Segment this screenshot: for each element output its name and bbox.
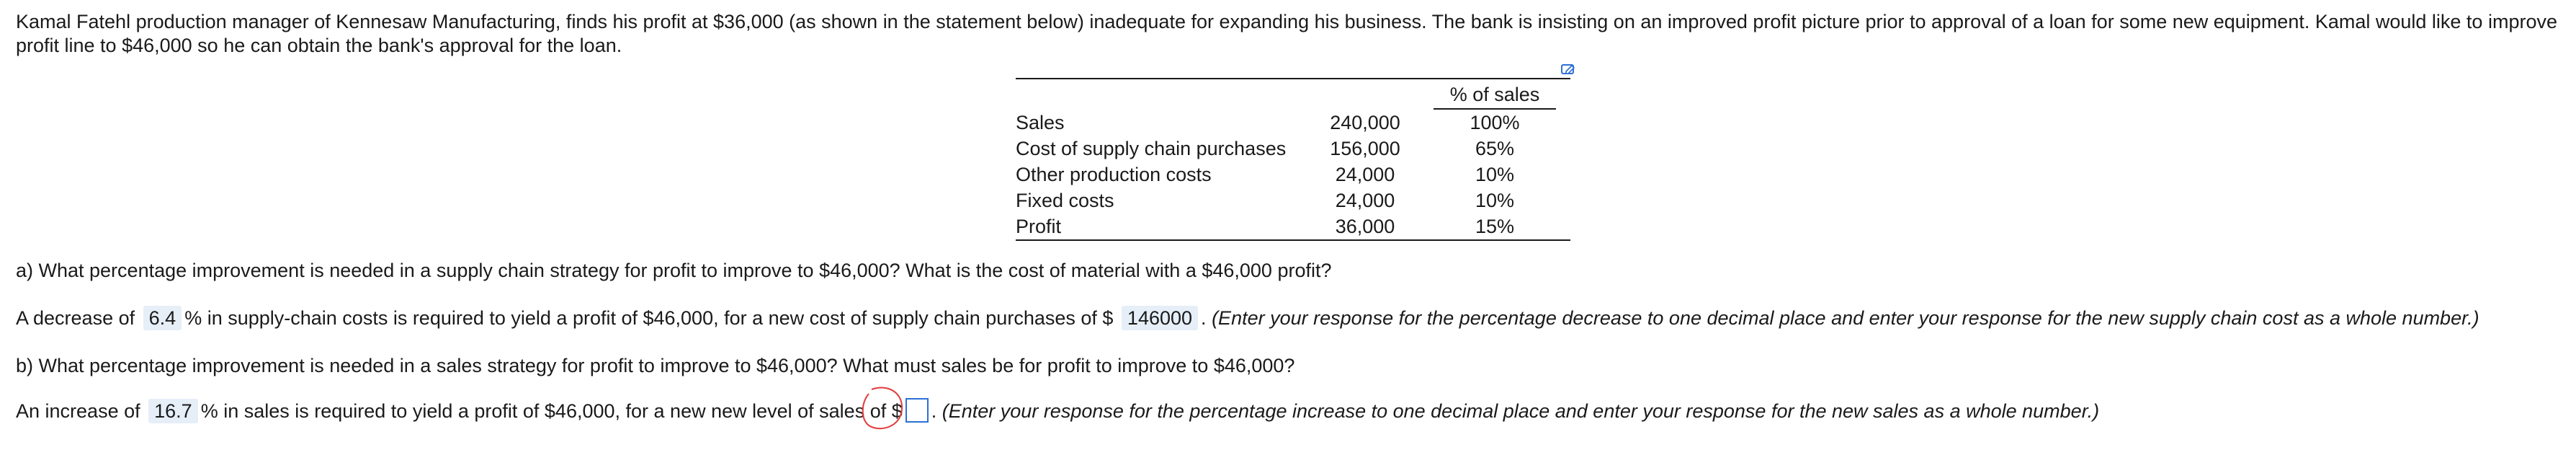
new-sales-input[interactable] (905, 398, 929, 423)
row-label: Fixed costs (1016, 190, 1114, 211)
pct-of-sales-header: % of sales (1449, 84, 1540, 105)
part-a-question: a) What percentage improvement is needed in a supply chain strategy for profit to improve to $46,000? What is the cost of material with a $46,000 profit? (16, 260, 1332, 281)
part-b-question: b) What percentage improvement is needed in a sales strategy for profit to improve to $46,000? What must sales be for profit to improve to $46,000? (16, 355, 1295, 376)
part-a-hint: (Enter your response for the percentage decrease to one decimal place and enter your response for the new supply chain cost as a whole number.) (1212, 307, 2479, 329)
row-label: Other production costs (1016, 164, 1212, 185)
row-amount: 36,000 (1335, 216, 1395, 237)
table-header (1016, 79, 1570, 108)
row-pct: 100% (1470, 112, 1520, 133)
table-row (1016, 136, 1570, 162)
income-statement-table (1016, 78, 1570, 241)
row-pct: 15% (1475, 216, 1515, 237)
part-a-answer-line (16, 306, 2479, 330)
part-b-hint: (Enter your response for the percentage increase to one decimal place and enter your response for the new sales as a whole number.) (942, 400, 2100, 422)
row-label: Cost of supply chain purchases (1016, 138, 1287, 159)
row-label: Sales (1016, 112, 1065, 133)
table-row (1016, 110, 1570, 136)
part-a-text-2: % in supply-chain costs is required to yield a profit of $46,000, for a new cost of supply chain purchases of $ (184, 307, 1114, 329)
table-row (1016, 162, 1570, 188)
row-amount: 156,000 (1330, 138, 1400, 159)
problem-intro: Kamal Fatehl production manager of Kennesaw Manufacturing, finds his profit at $36,000 (as shown in the statement below) inadequate for expanding his business. The bank is insisting on an improved profit picture prior to approval of a loan for some new equipment. Kamal would like to improve profit line to $46,000 so he can obtain the bank's approval for the loan. (16, 11, 2557, 56)
pct-increase-input[interactable]: 16.7 (148, 399, 198, 423)
table-row (1016, 213, 1570, 239)
part-b-answer-line (16, 398, 2099, 423)
part-b-text-1: An increase of (16, 400, 140, 422)
row-pct: 10% (1475, 190, 1515, 211)
part-a-text-3: . (1201, 307, 1207, 329)
table-row (1016, 188, 1570, 213)
row-label: Profit (1016, 216, 1062, 237)
row-pct: 65% (1475, 138, 1515, 159)
row-pct: 10% (1475, 164, 1515, 185)
row-amount: 24,000 (1335, 164, 1395, 185)
table-bottom-rule (1016, 239, 1570, 241)
row-amount: 24,000 (1335, 190, 1395, 211)
focus-highlight-circle (859, 384, 908, 434)
row-amount: 240,000 (1330, 112, 1400, 133)
pencil-icon[interactable] (1560, 62, 1576, 78)
part-b-text-3: . (931, 400, 937, 422)
pct-decrease-input[interactable]: 6.4 (143, 306, 182, 330)
part-b-text-2: % in sales is required to yield a profit of $46,000, for a new new level of sales of $ (200, 400, 903, 422)
part-a-text-1: A decrease of (16, 307, 135, 329)
new-supply-cost-input[interactable]: 146000 (1122, 306, 1198, 330)
